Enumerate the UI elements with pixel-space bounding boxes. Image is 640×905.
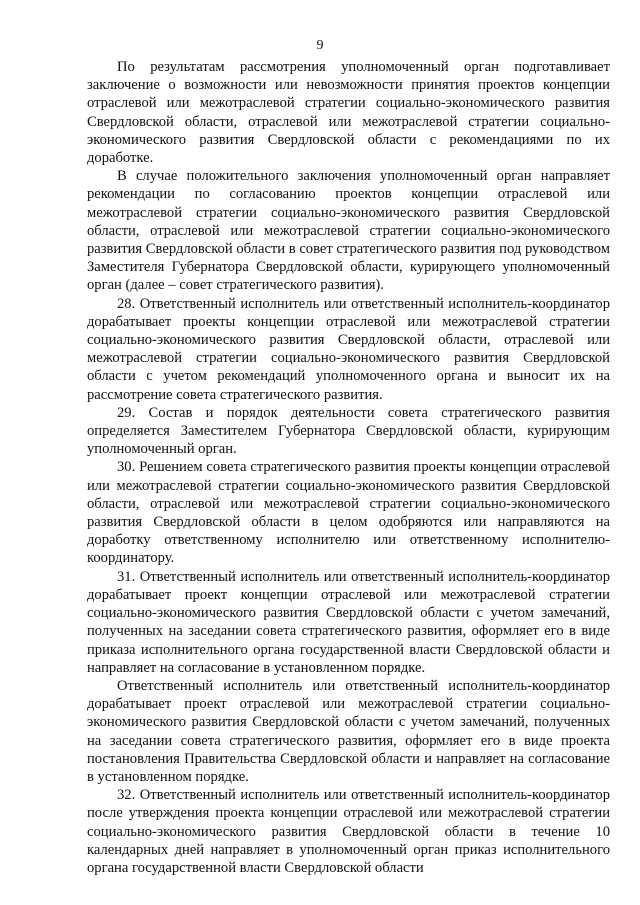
paragraph-item-28: 28. Ответственный исполнитель или ответственный исполнитель-координатор дорабатывает проекты концепции отраслевой или межотраслевой стратегии социально-экономического развития Свердловской области, отраслевой или межотраслевой стратегии социально-экономического развития Свердловской области с учетом рекомендаций уполномоченного органа и выносит их на рассмотрение совета стратегического развития. <box>87 295 610 403</box>
paragraph-item-29: 29. Состав и порядок деятельности совета стратегического развития определяется Заместителем Губернатора Свердловской области, курирующим уполномоченный орган. <box>87 404 610 458</box>
paragraph-conclusion: По результатам рассмотрения уполномоченный орган подготавливает заключение о возможности или невозможности принятия проектов концепции отраслевой или межотраслевой стратегии социально-экономического развития Свердловской области, отраслевой или межотраслевой стратегии социально-экономического развития Свердловской области с рекомендациями по их доработке. <box>87 59 610 167</box>
paragraph-recommendations: В случае положительного заключения уполномоченный орган направляет рекомендации по согласованию проектов концепции отраслевой или межотраслевой стратегии социально-экономического развития Свердловской области, отраслевой или межотраслевой стратегии социально-экономического развития Свердловской области в совет стратегического развития под руководством Заместителя Губернатора Свердловской области, курирующего уполномоченный орган (далее – совет стратегического развития). <box>87 168 610 294</box>
page-number: 9 <box>316 38 324 53</box>
paragraph-item-32: 32. Ответственный исполнитель или ответственный исполнитель-координатор после утверждения проекта концепции отраслевой или межотраслевой стратегии социально-экономического развития Свердловской области в течение 10 календарных дней направляет в уполномоченный орган приказ исполнительного органа государственной власти Свердловской области <box>87 787 610 876</box>
paragraph-item-30: 30. Решением совета стратегического развития проекты концепции отраслевой или межотраслевой стратегии социально-экономического развития Свердловской области, отраслевой или межотраслевой стратегии социально-экономического развития Свердловской области в целом одобряются или направляются на доработку ответственному исполнителю или ответственному исполнителю-координатору. <box>87 459 610 567</box>
document-body <box>87 58 610 877</box>
paragraph-strategy-revision: Ответственный исполнитель или ответственный исполнитель-координатор дорабатывает проект отраслевой или межотраслевой стратегии социально-экономического развития Свердловской области с учетом замечаний, полученных на заседании совета стратегического развития, оформляет его в виде проекта постановления Правительства Свердловской области и направляет на согласование в установленном порядке. <box>87 677 610 785</box>
paragraph-item-31: 31. Ответственный исполнитель или ответственный исполнитель-координатор дорабатывает проект концепции отраслевой или межотраслевой стратегии социально-экономического развития Свердловской области с учетом замечаний, полученных на заседании совета стратегического развития, оформляет его в виде приказа исполнительного органа государственной власти Свердловской области и направляет на согласование в установленном порядке. <box>87 568 610 676</box>
